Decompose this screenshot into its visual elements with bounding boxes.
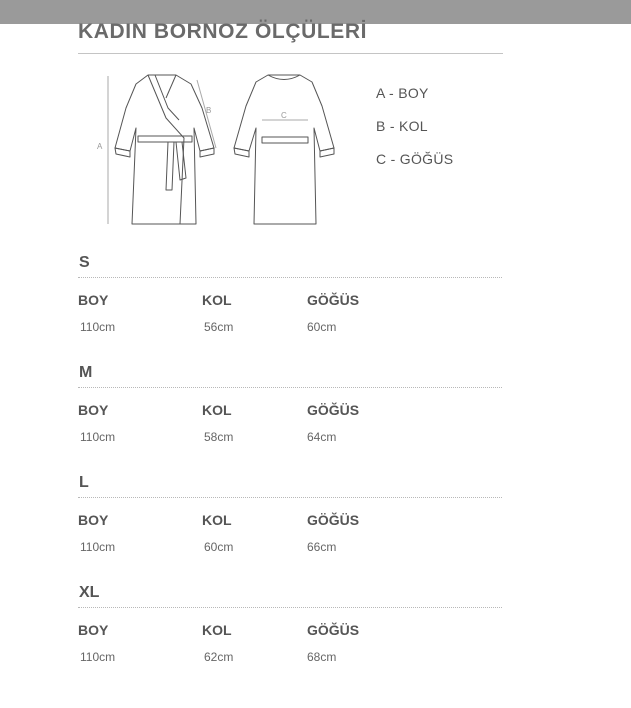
value-boy: 110cm <box>80 430 116 444</box>
size-section-m <box>78 364 502 474</box>
robe-front-icon <box>115 75 214 224</box>
header-boy: BOY <box>78 402 109 418</box>
value-boy: 110cm <box>80 650 116 664</box>
measurement-legend <box>376 85 453 184</box>
bathrobe-diagram <box>96 68 346 230</box>
size-label: S <box>79 254 90 271</box>
size-divider <box>78 497 502 498</box>
value-gogus: 64cm <box>307 430 337 444</box>
header-boy: BOY <box>78 512 109 528</box>
header-kol: KOL <box>202 292 232 308</box>
value-gogus: 60cm <box>307 320 337 334</box>
legend-item-kol: B - KOL <box>376 118 428 134</box>
header-kol: KOL <box>202 622 232 638</box>
value-gogus: 68cm <box>307 650 337 664</box>
size-section-xl <box>78 584 502 694</box>
header-kol: KOL <box>202 512 232 528</box>
header-gogus: GÖĞÜS <box>307 512 360 528</box>
size-divider <box>78 277 502 278</box>
header-boy: BOY <box>78 622 109 638</box>
header-gogus: GÖĞÜS <box>307 622 360 638</box>
value-gogus: 66cm <box>307 540 337 554</box>
header-gogus: GÖĞÜS <box>307 292 360 308</box>
size-label: XL <box>79 584 100 601</box>
value-kol: 60cm <box>204 540 234 554</box>
page-title: KADIN BORNOZ ÖLÇÜLERİ <box>78 20 368 43</box>
header-boy: BOY <box>78 292 109 308</box>
value-kol: 62cm <box>204 650 234 664</box>
legend-item-boy: A - BOY <box>376 85 429 101</box>
value-kol: 58cm <box>204 430 234 444</box>
header-gogus: GÖĞÜS <box>307 402 360 418</box>
measure-a-label: A <box>97 142 103 151</box>
measure-b-label: B <box>206 106 212 115</box>
size-section-l <box>78 474 502 584</box>
size-label: L <box>79 474 89 491</box>
title-divider <box>78 53 503 54</box>
size-label: M <box>79 364 93 381</box>
size-divider <box>78 387 502 388</box>
value-kol: 56cm <box>204 320 234 334</box>
legend-item-gogus: C - GÖĞÜS <box>376 151 454 167</box>
size-divider <box>78 607 502 608</box>
value-boy: 110cm <box>80 540 116 554</box>
robe-back-icon <box>234 75 334 224</box>
header-kol: KOL <box>202 402 232 418</box>
value-boy: 110cm <box>80 320 116 334</box>
size-section-s <box>78 254 502 364</box>
measure-c-label: C <box>281 111 287 120</box>
